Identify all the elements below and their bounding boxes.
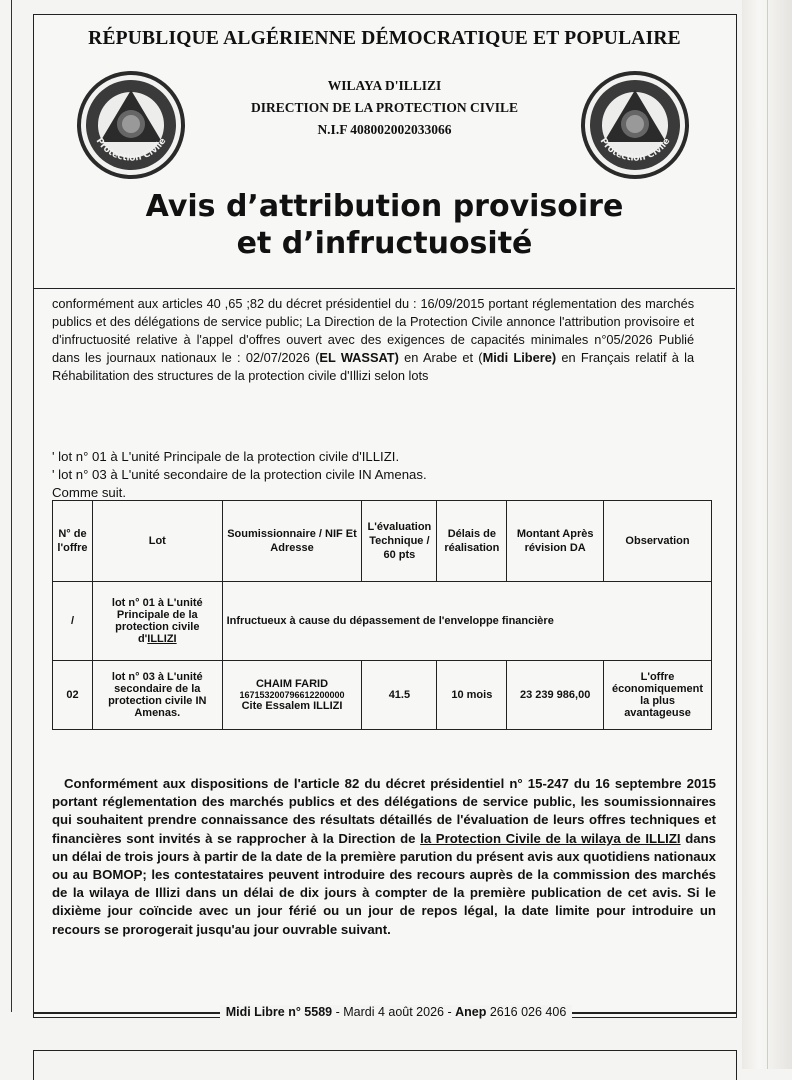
intro-text-1: conformément aux articles 40 ,65 ;82 du décret présidentiel du : 16/09/2015 portant réglementation des marchés publics et des délégations de service public; La Direction de la Protection Civile annonce l'attribution provisoire et d'infructuosité relative à l'appel d'offres ouvert avec des exigences de capacités minimales n°05/2026 Publié dans les journaux nationaux le : 02/07/2026 ( — [52, 296, 695, 365]
row1-offer-number: / — [53, 582, 93, 661]
intro-text-2: en Arabe et ( — [398, 350, 483, 365]
footer-publication: Midi Libre n° 5589 — [225, 1005, 333, 1019]
closing-text-2: dans un délai de trois jours à partir de la date de la première parution du présent avis aux quotidiens nationaux ou au BOMOP; les contestataires peuvent introduire des recours auprès de la commission des marchés de la wilaya de Illizi dans un délai de dix jours à compter de la première publication de cet avis. Si le dixième jour coïncide avec un jour férié ou un jour de repos légal, la date limite pour introduire un recours se prorogerait jusqu'au jour ouvrable suivant. — [52, 830, 716, 937]
header-bidder: Soumissionnaire / NIF Et Adresse — [222, 501, 362, 582]
notice-frame — [33, 14, 737, 1018]
row1-lot — [92, 582, 222, 661]
header-technical-score: L'évaluation Technique / 60 pts — [362, 501, 437, 582]
left-column-border — [0, 0, 12, 1012]
notice-title-line-2: et d’infructuosité — [236, 226, 533, 261]
nif-line: N.I.F 408002002033066 — [317, 122, 452, 137]
closing-underlined: la Protection Civile de la wilaya de ILLIZI — [420, 830, 681, 846]
row2-score: 41.5 — [362, 661, 437, 730]
seal-text-left: Protection Civile — [93, 136, 169, 164]
row1-lot-underlined: ILLIZI — [147, 633, 177, 645]
row1-lot-text: lot n° 01 à L'unité Principale de la protection civile d' — [111, 597, 203, 645]
header-amount: Montant Après révision DA — [507, 501, 604, 582]
row2-lot: lot n° 03 à L'unité secondaire de la protection civile IN Amenas. — [92, 661, 222, 730]
page-edge-line — [767, 0, 768, 1069]
lots-list — [52, 448, 712, 502]
row2-amount: 23 239 986,00 — [507, 661, 604, 730]
table-row — [53, 661, 712, 730]
seal-text-right: Protection Civile — [597, 136, 673, 164]
header-offer-number: N° de l'offre — [53, 501, 93, 582]
intro-el-wassat: EL WASSAT) — [319, 350, 399, 365]
row2-bidder-name: CHAIM FARID — [255, 678, 329, 690]
republic-heading: RÉPUBLIQUE ALGÉRIENNE DÉMOCRATIQUE ET POPULAIRE — [88, 28, 681, 49]
notice-title-line-1: Avis d’attribution provisoire — [145, 189, 624, 224]
footer-anep-label: Anep — [455, 1005, 487, 1019]
row2-bidder — [222, 661, 362, 730]
intro-paragraph — [52, 295, 694, 385]
row2-bidder-nif: 167153200796612200000 — [239, 690, 345, 700]
header-box — [34, 15, 735, 289]
protection-civile-emblem-left — [74, 68, 188, 182]
publication-footer — [0, 1005, 792, 1019]
footer-anep-number: 2616 026 406 — [486, 1005, 567, 1019]
table-header-row — [53, 501, 712, 582]
next-notice-frame — [33, 1050, 737, 1080]
header-delay: Délais de réalisation — [437, 501, 507, 582]
wilaya-line: WILAYA D'ILLIZI — [327, 78, 442, 93]
intro-midi-libre: Midi Libere) — [482, 350, 557, 365]
row2-bidder-address: Cite Essalem ILLIZI — [241, 700, 343, 712]
direction-line: DIRECTION DE LA PROTECTION CIVILE — [250, 100, 519, 115]
closing-paragraph — [52, 775, 716, 939]
row2-offer-number: 02 — [53, 661, 93, 730]
lot-item-2: ' lot n° 03 à L'unité secondaire de la protection civile IN Amenas. — [52, 467, 427, 482]
notice-title — [34, 188, 735, 262]
intro-text-3: en Français relatif à la Réhabilitation des structures de la protection civile d'Illizi selon lots — [52, 350, 695, 383]
protection-civile-emblem-right — [578, 68, 692, 182]
comme-suit: Comme suit. — [52, 485, 127, 500]
closing-text-1: Conformément aux dispositions de l'article 82 du décret présidentiel n° 15-247 du 16 septembre 2015 portant réglementation des marchés publics et des délégations de service public, les soumissionnaires qui souhaitent prendre connaissance des résultats détaillés de l'évaluation de leurs offres techniques et financières sont invités à se rapprocher à la Direction de — [52, 776, 716, 846]
lot-item-1: ' lot n° 01 à L'unité Principale de la protection civile d'ILLIZI. — [52, 449, 400, 464]
table-row — [53, 582, 712, 661]
row2-observation: L'offre économiquement la plus avantageuse — [604, 661, 712, 730]
results-table — [52, 500, 712, 730]
row1-status: Infructueux à cause du dépassement de l'enveloppe financière — [222, 582, 711, 661]
issuer-block — [194, 75, 575, 141]
header-observation: Observation — [604, 501, 712, 582]
footer-date: - Mardi 4 août 2026 - — [332, 1005, 456, 1019]
row2-delay: 10 mois — [437, 661, 507, 730]
header-lot: Lot — [92, 501, 222, 582]
